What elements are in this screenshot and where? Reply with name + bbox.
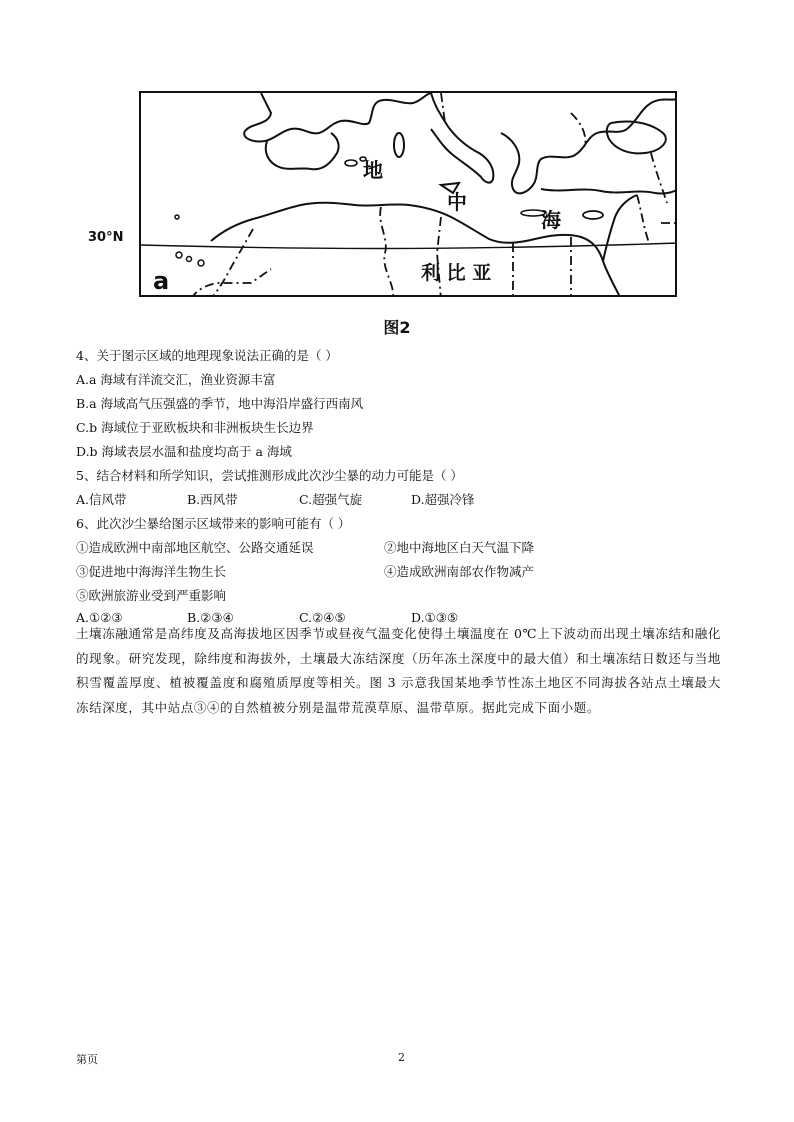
reading-passage: 土壤冻融通常是高纬度及高海拔地区因季节或昼夜气温变化使得土壤温度在 0℃上下波动而出现土壤冻结和融化的现象。研究发现，除纬度和海拔外，土壤最大冻结深度（历年冻土深度中的最大值）和土壤冻结日数还与当地积雪覆盖厚度、植被覆盖度和腐殖质厚度等相关。图 3 示意我国某地季节性冻土地区不同海拔各站点土壤最大冻结深度，其中站点③④的自然植被分别是温带荒漠草原、温带草原。据此完成下面小题。 xyxy=(76,626,721,715)
map-label-zhong: 中 xyxy=(447,190,467,214)
question-5-stem: 5、结合材料和所学知识，尝试推测形成此次沙尘暴的动力可能是（ ） xyxy=(76,468,463,483)
island-corsica xyxy=(394,133,404,157)
island-balearic xyxy=(345,160,357,166)
question-5-option-b: B.西风带 xyxy=(187,492,238,507)
footer-page-number: 2 xyxy=(398,1051,405,1064)
question-6-item-4: ④造成欧洲南部农作物减产 xyxy=(384,564,535,579)
question-6-item-2: ②地中海地区白天气温下降 xyxy=(384,540,535,555)
question-6-item-3: ③促进地中海海洋生物生长 xyxy=(76,564,227,579)
question-6-stem: 6、此次沙尘暴给图示区域带来的影响可能有（ ） xyxy=(76,516,351,531)
question-5-option-a: A.信风带 xyxy=(76,492,127,507)
question-4-option-d: D.b 海域表层水温和盐度均高于 a 海域 xyxy=(76,444,292,459)
question-6-option-c: C.②④⑤ xyxy=(299,610,346,625)
iberia-outline xyxy=(266,133,339,169)
mediterranean-map xyxy=(139,91,677,297)
map-label-a: a xyxy=(153,267,170,295)
question-6-item-1: ①造成欧洲中南部地区航空、公路交通延误 xyxy=(76,540,314,555)
map-label-hai: 海 xyxy=(541,208,561,232)
question-4-stem: 4、关于图示区域的地理现象说法正确的是（ ） xyxy=(76,348,338,363)
question-6-item-5: ⑤欧洲旅游业受到严重影响 xyxy=(76,588,227,603)
island-canary-3 xyxy=(198,260,204,266)
question-4-option-c: C.b 海域位于亚欧板块和非洲板块生长边界 xyxy=(76,420,314,435)
island-madeira xyxy=(175,215,179,219)
island-canary-2 xyxy=(187,257,192,262)
question-4-option-b: B.a 海域高气压强盛的季节，地中海沿岸盛行西南风 xyxy=(76,396,364,411)
question-5-option-c: C.超强气旋 xyxy=(299,492,363,507)
island-cyprus xyxy=(583,211,603,219)
island-canary-1 xyxy=(176,252,182,258)
black-sea-outline xyxy=(607,121,666,153)
footer-page-label: 第页 xyxy=(76,1053,98,1066)
levant-coastline xyxy=(603,195,637,261)
question-6-option-b: B.②③④ xyxy=(187,610,234,625)
latitude-label: 30°N xyxy=(88,230,124,245)
question-5-option-d: D.超强冷锋 xyxy=(411,492,475,507)
question-6-option-d: D.①③⑤ xyxy=(411,610,459,625)
question-4-option-a: A.a 海域有洋流交汇，渔业资源丰富 xyxy=(76,372,276,387)
figure-caption: 图2 xyxy=(383,318,411,337)
question-6-option-a: A.①②③ xyxy=(76,610,123,625)
anatolia-outline xyxy=(541,189,677,194)
map-label-libya: 利 比 亚 xyxy=(421,262,492,284)
map-drawing xyxy=(141,93,677,297)
map-label-di: 地 xyxy=(363,158,383,182)
